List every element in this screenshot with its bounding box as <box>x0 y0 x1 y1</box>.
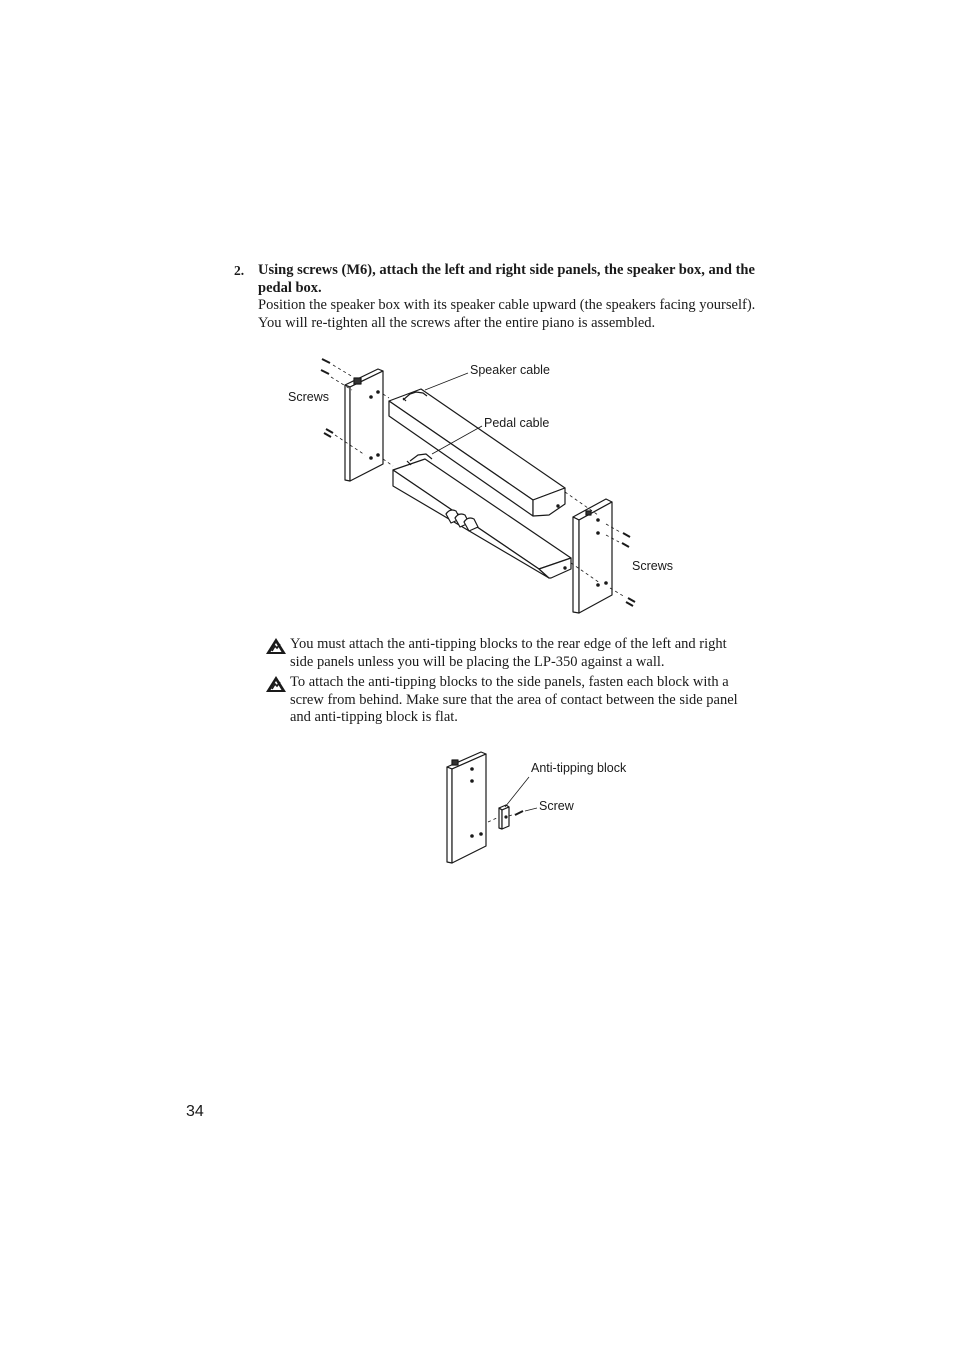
step-title: Using screws (M6), attach the left and right side panels, the speaker box, and the pedal box. <box>258 262 755 296</box>
step-body: Position the speaker box with its speaker cable upward (the speakers facing yourself). You will re-tighten all the screws after the entire piano is assembled. <box>258 297 756 331</box>
caution-text: You must attach the anti-tipping blocks to the rear edge of the left and right side panels unless you will be placing the LP-350 against a wall. <box>290 636 727 670</box>
side-panel <box>447 752 486 863</box>
pedal-cable-label: Pedal cable <box>484 416 550 430</box>
anti-tipping-block <box>499 805 509 829</box>
screws-left-label: Screws <box>288 390 329 404</box>
caution-text: To attach the anti-tipping blocks to the side panels, fasten each block with a screw from behind. Make sure that the area of contact between the side panel and anti-tipping block is flat. <box>290 674 738 725</box>
screws-right-label: Screws <box>632 559 673 573</box>
screw-label: Screw <box>539 799 574 813</box>
step-number: 2. <box>234 263 245 278</box>
screw <box>515 811 523 815</box>
page-number: 34 <box>186 1103 204 1120</box>
anti-tipping-block-label: Anti-tipping block <box>531 761 627 775</box>
speaker-cable-label: Speaker cable <box>470 363 550 377</box>
